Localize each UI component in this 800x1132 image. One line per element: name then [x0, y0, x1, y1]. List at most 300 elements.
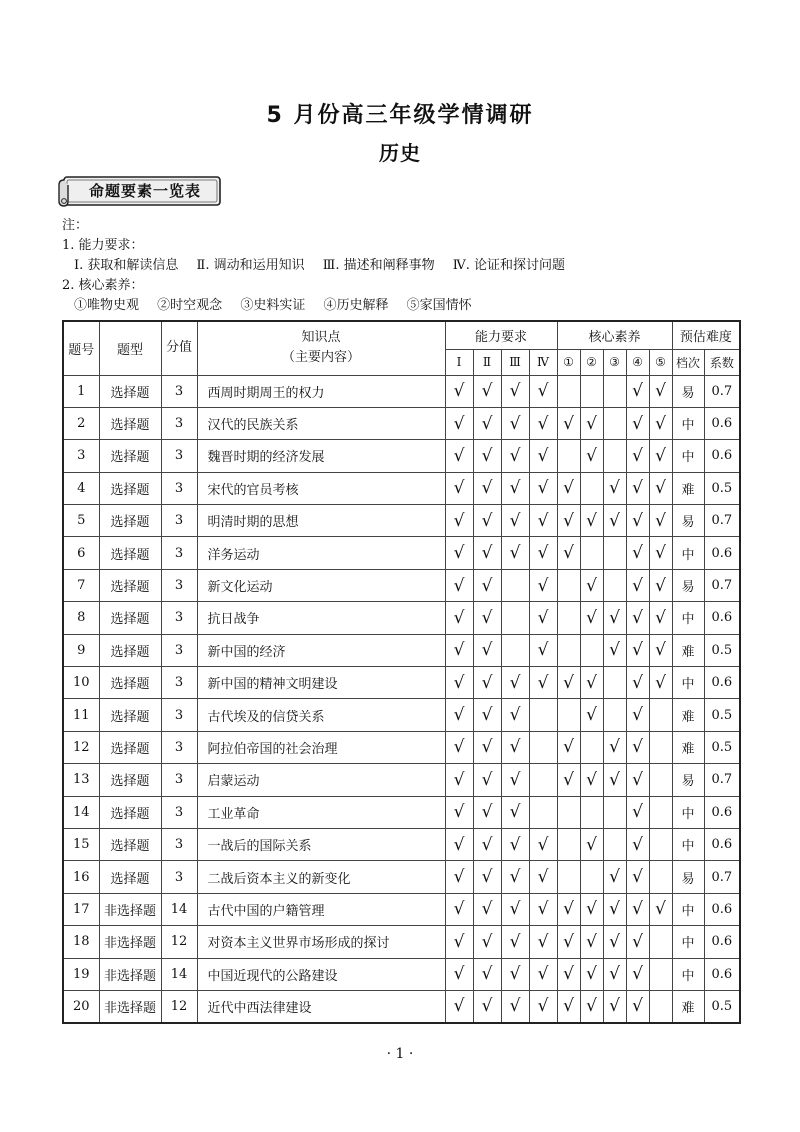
ability-check-mark: √ — [445, 537, 473, 569]
table-row — [63, 699, 740, 731]
literacy-check-mark — [580, 472, 603, 504]
literacy-title: 2. 核心素养： — [62, 278, 144, 293]
literacy-item: ④历史解释 — [323, 298, 389, 313]
literacy-check-mark: √ — [626, 667, 649, 699]
difficulty-level: 易 — [672, 764, 704, 796]
literacy-check-mark — [557, 796, 580, 828]
question-type: 选择题 — [99, 472, 161, 504]
question-number: 7 — [63, 569, 99, 601]
literacy-check-mark — [649, 958, 672, 990]
ability-item: Ⅳ. 论证和探讨问题 — [452, 258, 566, 273]
table-row — [63, 537, 740, 569]
question-number: 14 — [63, 796, 99, 828]
ability-check-mark: √ — [473, 537, 501, 569]
header-num: 题号 — [63, 321, 99, 375]
difficulty-level: 难 — [672, 731, 704, 763]
ability-check-mark: √ — [473, 861, 501, 893]
difficulty-coefficient: 0.6 — [704, 796, 740, 828]
ability-check-mark: √ — [529, 569, 557, 601]
ability-check-mark: √ — [529, 861, 557, 893]
ability-check-mark — [501, 569, 529, 601]
literacy-check-mark: √ — [626, 375, 649, 407]
difficulty-level: 难 — [672, 472, 704, 504]
ability-check-mark: √ — [473, 926, 501, 958]
ability-check-mark: √ — [529, 926, 557, 958]
table-row — [63, 828, 740, 860]
banner-title: 命题要素一览表 — [88, 182, 201, 200]
knowledge-point: 二战后资本主义的新变化 — [197, 861, 445, 893]
knowledge-point: 古代埃及的信贷关系 — [197, 699, 445, 731]
ability-check-mark: √ — [529, 828, 557, 860]
ability-check-mark: √ — [473, 893, 501, 925]
literacy-check-mark: √ — [649, 407, 672, 439]
question-number: 11 — [63, 699, 99, 731]
difficulty-coefficient: 0.7 — [704, 375, 740, 407]
literacy-check-mark: √ — [649, 602, 672, 634]
question-score: 12 — [161, 926, 197, 958]
literacy-check-mark — [557, 861, 580, 893]
table-row — [63, 667, 740, 699]
question-number: 19 — [63, 958, 99, 990]
ability-check-mark: √ — [473, 375, 501, 407]
knowledge-point: 一战后的国际关系 — [197, 828, 445, 860]
ability-check-mark: √ — [501, 407, 529, 439]
question-number: 4 — [63, 472, 99, 504]
ability-check-mark: √ — [445, 440, 473, 472]
ability-check-mark: √ — [445, 731, 473, 763]
header-difficulty: 预估难度 — [672, 321, 740, 349]
literacy-check-mark: √ — [649, 667, 672, 699]
literacy-check-mark — [603, 796, 626, 828]
ability-check-mark: √ — [529, 634, 557, 666]
literacy-check-mark: √ — [626, 990, 649, 1022]
difficulty-coefficient: 0.6 — [704, 667, 740, 699]
difficulty-coefficient: 0.6 — [704, 440, 740, 472]
ability-check-mark: √ — [473, 764, 501, 796]
table-row — [63, 990, 740, 1022]
literacy-check-mark: √ — [557, 990, 580, 1022]
difficulty-level: 中 — [672, 537, 704, 569]
table-row — [63, 375, 740, 407]
ability-check-mark: √ — [501, 893, 529, 925]
literacy-check-mark: √ — [626, 634, 649, 666]
ability-check-mark: √ — [473, 667, 501, 699]
question-type: 非选择题 — [99, 990, 161, 1022]
table-row — [63, 634, 740, 666]
ability-item: Ⅰ. 获取和解读信息 — [74, 258, 179, 273]
literacy-check-mark — [580, 375, 603, 407]
difficulty-level: 中 — [672, 667, 704, 699]
literacy-check-mark — [580, 537, 603, 569]
literacy-check-mark: √ — [626, 861, 649, 893]
question-score: 3 — [161, 375, 197, 407]
question-type: 选择题 — [99, 407, 161, 439]
exam-table — [62, 320, 741, 1024]
literacy-check-mark — [557, 699, 580, 731]
literacy-check-mark: √ — [626, 893, 649, 925]
difficulty-level: 中 — [672, 958, 704, 990]
knowledge-point: 古代中国的户籍管理 — [197, 893, 445, 925]
header-ability-col: Ⅳ — [529, 349, 557, 375]
difficulty-coefficient: 0.5 — [704, 699, 740, 731]
difficulty-level: 中 — [672, 893, 704, 925]
literacy-check-mark: √ — [603, 958, 626, 990]
question-score: 3 — [161, 569, 197, 601]
page-number: · 1 · — [386, 1046, 414, 1062]
question-score: 3 — [161, 764, 197, 796]
question-score: 3 — [161, 505, 197, 537]
difficulty-coefficient: 0.7 — [704, 505, 740, 537]
literacy-check-mark — [649, 926, 672, 958]
literacy-check-mark — [649, 764, 672, 796]
literacy-check-mark: √ — [580, 569, 603, 601]
ability-check-mark: √ — [501, 537, 529, 569]
literacy-check-mark: √ — [603, 893, 626, 925]
literacy-check-mark — [557, 602, 580, 634]
ability-list — [62, 256, 579, 276]
table-row — [63, 569, 740, 601]
notes-section — [62, 216, 579, 316]
literacy-check-mark — [649, 861, 672, 893]
literacy-check-mark: √ — [580, 893, 603, 925]
table-row — [63, 764, 740, 796]
ability-check-mark: √ — [445, 407, 473, 439]
literacy-check-mark: √ — [626, 569, 649, 601]
table-body — [63, 375, 740, 1023]
header-knowledge — [197, 321, 445, 375]
question-score: 3 — [161, 796, 197, 828]
literacy-check-mark: √ — [580, 440, 603, 472]
question-number: 15 — [63, 828, 99, 860]
header-literacy-col: ③ — [603, 349, 626, 375]
ability-check-mark: √ — [529, 602, 557, 634]
question-type: 选择题 — [99, 699, 161, 731]
literacy-check-mark — [580, 861, 603, 893]
literacy-check-mark: √ — [626, 828, 649, 860]
ability-check-mark: √ — [501, 828, 529, 860]
literacy-check-mark: √ — [603, 505, 626, 537]
difficulty-coefficient: 0.7 — [704, 569, 740, 601]
literacy-check-mark — [649, 990, 672, 1022]
literacy-check-mark: √ — [603, 926, 626, 958]
literacy-check-mark — [557, 569, 580, 601]
table-row — [63, 861, 740, 893]
literacy-check-mark: √ — [557, 926, 580, 958]
question-type: 选择题 — [99, 828, 161, 860]
question-score: 12 — [161, 990, 197, 1022]
header-literacy-col: ⑤ — [649, 349, 672, 375]
ability-check-mark: √ — [501, 440, 529, 472]
question-score: 3 — [161, 537, 197, 569]
difficulty-level: 难 — [672, 634, 704, 666]
literacy-check-mark: √ — [557, 537, 580, 569]
question-score: 3 — [161, 828, 197, 860]
literacy-check-mark — [557, 440, 580, 472]
question-number: 9 — [63, 634, 99, 666]
literacy-check-mark: √ — [649, 569, 672, 601]
question-score: 14 — [161, 958, 197, 990]
question-number: 20 — [63, 990, 99, 1022]
question-type: 选择题 — [99, 731, 161, 763]
difficulty-level: 中 — [672, 926, 704, 958]
question-number: 17 — [63, 893, 99, 925]
question-score: 3 — [161, 472, 197, 504]
question-type: 非选择题 — [99, 893, 161, 925]
header-ability: 能力要求 — [445, 321, 557, 349]
ability-check-mark: √ — [473, 958, 501, 990]
literacy-check-mark — [603, 375, 626, 407]
header-score: 分值 — [161, 321, 197, 375]
ability-check-mark: √ — [473, 602, 501, 634]
table-row — [63, 440, 740, 472]
question-type: 选择题 — [99, 764, 161, 796]
difficulty-level: 易 — [672, 375, 704, 407]
knowledge-point: 近代中西法律建设 — [197, 990, 445, 1022]
header-level: 档次 — [672, 349, 704, 375]
question-number: 2 — [63, 407, 99, 439]
difficulty-coefficient: 0.6 — [704, 407, 740, 439]
question-type: 选择题 — [99, 440, 161, 472]
header-type: 题型 — [99, 321, 161, 375]
literacy-item: ⑤家国情怀 — [406, 298, 472, 313]
literacy-check-mark: √ — [603, 472, 626, 504]
literacy-check-mark: √ — [557, 505, 580, 537]
question-number: 5 — [63, 505, 99, 537]
ability-check-mark: √ — [501, 958, 529, 990]
question-type: 选择题 — [99, 569, 161, 601]
difficulty-level: 中 — [672, 828, 704, 860]
difficulty-level: 易 — [672, 505, 704, 537]
knowledge-point: 宋代的官员考核 — [197, 472, 445, 504]
ability-check-mark: √ — [445, 569, 473, 601]
literacy-check-mark: √ — [580, 602, 603, 634]
literacy-check-mark — [580, 796, 603, 828]
ability-check-mark — [529, 796, 557, 828]
literacy-check-mark: √ — [580, 505, 603, 537]
literacy-check-mark: √ — [649, 440, 672, 472]
literacy-check-mark: √ — [580, 407, 603, 439]
literacy-check-mark: √ — [603, 731, 626, 763]
literacy-check-mark: √ — [557, 731, 580, 763]
literacy-check-mark — [603, 667, 626, 699]
literacy-check-mark: √ — [603, 990, 626, 1022]
table-row — [63, 958, 740, 990]
question-type: 选择题 — [99, 537, 161, 569]
question-score: 3 — [161, 407, 197, 439]
difficulty-coefficient: 0.5 — [704, 731, 740, 763]
table-row — [63, 602, 740, 634]
difficulty-level: 易 — [672, 569, 704, 601]
question-number: 13 — [63, 764, 99, 796]
header-ability-col: Ⅱ — [473, 349, 501, 375]
ability-check-mark: √ — [445, 699, 473, 731]
ability-check-mark: √ — [473, 472, 501, 504]
literacy-item: ③史料实证 — [240, 298, 306, 313]
ability-check-mark: √ — [501, 764, 529, 796]
ability-check-mark: √ — [529, 667, 557, 699]
question-score: 3 — [161, 731, 197, 763]
question-type: 选择题 — [99, 667, 161, 699]
ability-item: Ⅱ. 调动和运用知识 — [196, 258, 305, 273]
table-row — [63, 472, 740, 504]
header-ability-col: Ⅰ — [445, 349, 473, 375]
difficulty-level: 中 — [672, 602, 704, 634]
ability-check-mark: √ — [501, 731, 529, 763]
literacy-check-mark: √ — [580, 926, 603, 958]
knowledge-point: 新中国的精神文明建设 — [197, 667, 445, 699]
table-row — [63, 731, 740, 763]
ability-check-mark: √ — [501, 861, 529, 893]
knowledge-point: 西周时期周王的权力 — [197, 375, 445, 407]
difficulty-coefficient: 0.6 — [704, 893, 740, 925]
literacy-check-mark: √ — [580, 828, 603, 860]
ability-check-mark: √ — [473, 407, 501, 439]
ability-check-mark: √ — [473, 796, 501, 828]
literacy-check-mark — [603, 828, 626, 860]
ability-check-mark: √ — [445, 796, 473, 828]
header-literacy-col: ④ — [626, 349, 649, 375]
literacy-check-mark — [580, 634, 603, 666]
ability-check-mark: √ — [473, 699, 501, 731]
literacy-check-mark: √ — [626, 796, 649, 828]
literacy-check-mark: √ — [649, 634, 672, 666]
literacy-check-mark: √ — [649, 537, 672, 569]
ability-title: 1. 能力要求： — [62, 238, 144, 253]
difficulty-level: 难 — [672, 699, 704, 731]
question-type: 选择题 — [99, 375, 161, 407]
difficulty-coefficient: 0.5 — [704, 634, 740, 666]
knowledge-point: 阿拉伯帝国的社会治理 — [197, 731, 445, 763]
ability-check-mark: √ — [529, 440, 557, 472]
knowledge-point: 工业革命 — [197, 796, 445, 828]
difficulty-coefficient: 0.6 — [704, 958, 740, 990]
ability-check-mark: √ — [529, 375, 557, 407]
ability-check-mark: √ — [445, 634, 473, 666]
knowledge-point: 启蒙运动 — [197, 764, 445, 796]
knowledge-point: 对资本主义世界市场形成的探讨 — [197, 926, 445, 958]
difficulty-level: 中 — [672, 407, 704, 439]
difficulty-level: 易 — [672, 861, 704, 893]
page-subtitle: 历史 — [379, 141, 421, 165]
ability-check-mark: √ — [501, 990, 529, 1022]
difficulty-coefficient: 0.5 — [704, 990, 740, 1022]
ability-check-mark: √ — [529, 472, 557, 504]
table-row — [63, 893, 740, 925]
literacy-check-mark: √ — [580, 764, 603, 796]
literacy-check-mark — [649, 828, 672, 860]
literacy-check-mark: √ — [557, 407, 580, 439]
question-type: 非选择题 — [99, 926, 161, 958]
header-knowledge-sub: （主要内容） — [281, 350, 360, 366]
literacy-check-mark: √ — [626, 537, 649, 569]
question-type: 选择题 — [99, 796, 161, 828]
ability-check-mark: √ — [473, 990, 501, 1022]
ability-check-mark: √ — [473, 731, 501, 763]
literacy-check-mark — [603, 440, 626, 472]
question-type: 选择题 — [99, 634, 161, 666]
difficulty-coefficient: 0.6 — [704, 828, 740, 860]
literacy-check-mark — [603, 407, 626, 439]
ability-check-mark: √ — [501, 926, 529, 958]
literacy-check-mark: √ — [557, 893, 580, 925]
literacy-check-mark: √ — [603, 764, 626, 796]
difficulty-coefficient: 0.6 — [704, 602, 740, 634]
ability-check-mark: √ — [445, 861, 473, 893]
ability-check-mark: √ — [501, 699, 529, 731]
literacy-check-mark — [603, 699, 626, 731]
ability-check-mark: √ — [501, 667, 529, 699]
ability-check-mark: √ — [529, 537, 557, 569]
knowledge-point: 魏晋时期的经济发展 — [197, 440, 445, 472]
question-type: 非选择题 — [99, 958, 161, 990]
ability-check-mark: √ — [445, 958, 473, 990]
literacy-check-mark: √ — [580, 958, 603, 990]
literacy-check-mark: √ — [626, 602, 649, 634]
literacy-check-mark: √ — [603, 602, 626, 634]
question-type: 选择题 — [99, 602, 161, 634]
knowledge-point: 中国近现代的公路建设 — [197, 958, 445, 990]
ability-item: Ⅲ. 描述和阐释事物 — [322, 258, 435, 273]
question-number: 18 — [63, 926, 99, 958]
table-row — [63, 796, 740, 828]
literacy-check-mark: √ — [557, 667, 580, 699]
table-row — [63, 407, 740, 439]
ability-check-mark — [501, 602, 529, 634]
ability-check-mark: √ — [445, 472, 473, 504]
question-number: 1 — [63, 375, 99, 407]
question-score: 3 — [161, 440, 197, 472]
literacy-check-mark: √ — [649, 505, 672, 537]
question-number: 8 — [63, 602, 99, 634]
literacy-check-mark: √ — [649, 472, 672, 504]
ability-check-mark: √ — [445, 764, 473, 796]
literacy-check-mark: √ — [580, 990, 603, 1022]
ability-check-mark: √ — [529, 505, 557, 537]
literacy-check-mark — [557, 634, 580, 666]
literacy-check-mark — [557, 828, 580, 860]
knowledge-point: 新文化运动 — [197, 569, 445, 601]
literacy-check-mark: √ — [626, 958, 649, 990]
ability-check-mark: √ — [529, 893, 557, 925]
header-literacy: 核心素养 — [557, 321, 672, 349]
difficulty-level: 中 — [672, 440, 704, 472]
literacy-check-mark: √ — [580, 667, 603, 699]
difficulty-coefficient: 0.7 — [704, 764, 740, 796]
header-literacy-col: ② — [580, 349, 603, 375]
ability-check-mark: √ — [501, 796, 529, 828]
question-score: 14 — [161, 893, 197, 925]
difficulty-coefficient: 0.7 — [704, 861, 740, 893]
literacy-check-mark: √ — [626, 926, 649, 958]
question-number: 12 — [63, 731, 99, 763]
ability-check-mark: √ — [529, 958, 557, 990]
question-score: 3 — [161, 699, 197, 731]
ability-check-mark: √ — [445, 828, 473, 860]
literacy-check-mark — [649, 699, 672, 731]
difficulty-coefficient: 0.6 — [704, 537, 740, 569]
ability-check-mark: √ — [445, 375, 473, 407]
literacy-check-mark: √ — [603, 634, 626, 666]
literacy-item: ②时空观念 — [157, 298, 223, 313]
ability-check-mark: √ — [501, 472, 529, 504]
question-score: 3 — [161, 667, 197, 699]
ability-check-mark: √ — [473, 505, 501, 537]
ability-check-mark: √ — [445, 602, 473, 634]
ability-check-mark: √ — [501, 505, 529, 537]
difficulty-coefficient: 0.5 — [704, 472, 740, 504]
header-ability-col: Ⅲ — [501, 349, 529, 375]
knowledge-point: 新中国的经济 — [197, 634, 445, 666]
